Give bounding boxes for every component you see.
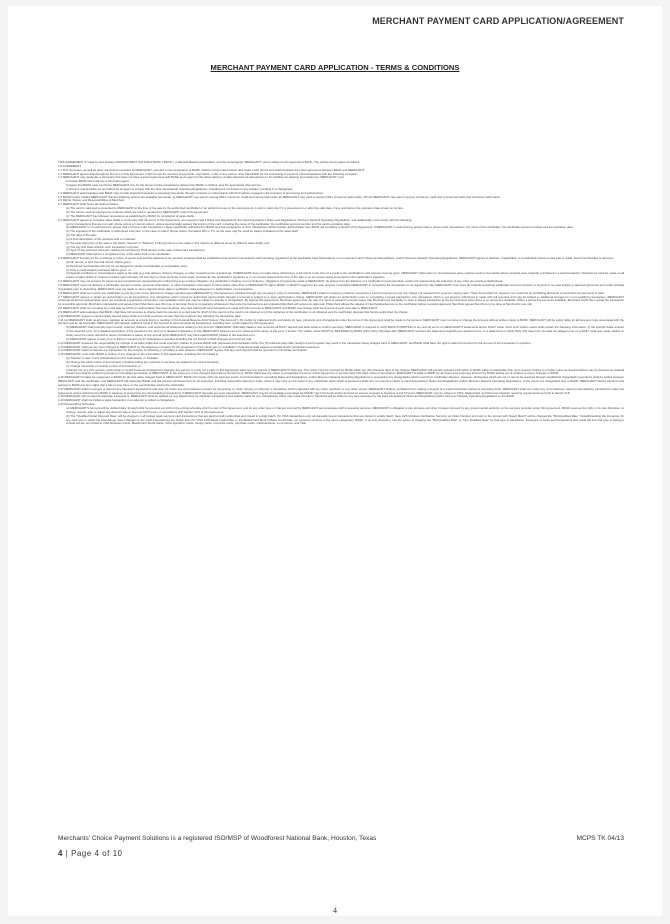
terms-paragraph: 2.4 MERCHANT may not process for payment any transaction(s) representing the refinancing of an existing obligation of a cardholder including, but not limited to, obligations (i) previously owed to MERCHANT, (ii) arising from the dishonor of a cardholder's personal check, and/or (iii) representing the collection of any other pre-existing indebtedness. (58, 279, 504, 284)
terms-paragraph: 2.1 MERCHANT shall honor all cards provided: (58, 202, 119, 207)
terms-paragraph: (a) Transfer or sale of any substantial part of its total assets, or liquidate; (66, 356, 159, 361)
terms-paragraph: 2.7 MERCHANT agrees to obtain an authorization on all transactions. Any transaction which cannot be authorized electronically through a terminal is subject to a voice authorization charge. MERCHANT will obtain an authorization prior to completing a keyed transaction. Any transaction which is not properly authorized is made with full recourse and may be subject to additional charges for a non-qualifying transaction. MERCHANT understands that an authorization does not constitute a guarantee of payment, only available credit and may be subject to dispute or chargeback. By signing this Agreement, Merchant agrees that the use of a "store & forward" terminal means that Merchant has the ability to store a swiped transaction at the terminal level when there is no phone line available. When a phone line becomes available, Merchant would then upload the transaction for a possible approval. Merchant understands and agrees that if Merchant uses this type of terminal, there is no guaranty whatsoever that once the transactions are uploaded Merchant will receive an approval. If Merchant allows the release of merchandise/service to the cardholder before receiving approval, Merchant agrees that this is to be done at Merchant's sole risk. (58, 294, 624, 307)
document-title: MERCHANT PAYMENT CARD APPLICATION - TERMS & CONDITIONS (210, 63, 460, 72)
terms-paragraph: THIS AGREEMENT is made by and between WOODFOREST NATIONAL BANK ("BANK"), a National Banking Association, and the undersigned "MERCHANT" and is subject to the approval of BANK. The parties hereto agree as follows: (58, 160, 360, 164)
terms-paragraph: b) Agree that BANK must reimburse MERCHANT only for the amount of the transactions delivered by BANK to its/their, less the appropriate discount fee. (66, 183, 262, 188)
terms-paragraph: (c) MERCHANT agrees to fees of up to $10 per occurrence for maintenance activities including but not limited to DDA changes and returned mail. (66, 336, 253, 341)
terms-paragraph: (b) Returned merchandise will only be exchanged for similar merchandise of comparable value; (66, 263, 188, 268)
terms-paragraph: 1.3 MERCHANT may designate a third party that does not have a direct agreement with BANK as its agent for the direct delivery of data captured via transactions to the facilities for clearing and settlement. MERCHANT must: (58, 175, 345, 180)
terms-paragraph: (e) A brief description of the products sold or rendered; (66, 236, 136, 241)
terms-paragraph: (g) The city and state wherein such transaction occurred; (66, 244, 139, 249)
page-word: Page (71, 849, 92, 858)
page-separator: | (65, 849, 69, 858)
terms-paragraph: 2.13 MERCHANT shall pay any fees charged to MERCHANT by the telephone company for the preparation of the site(s) prior to installation of electronic data capture terminals and/or peripheral equipment. (58, 344, 320, 349)
terms-paragraph: (d) Special conditions or circumstances apply to the sale (e.g. late delivery, delivery charges, or other noncash terms of financing). If MERCHANT does not make these disclosures, a full refund in the form of a credit to the cardholder's card account must be given. MERCHANT shall under no circumstances issue cash for returns of products where products were originally purchased in a card transaction. Disclosures must be made on all copies of sales drafts or invoices in letters approximately 1/4 inch high in close proximity to the space provided for the cardholder's signature or on an invoice issued at the time of the sale or on an invoice being presented for the cardholder's signature. (66, 271, 624, 280)
terms-paragraph: 2.14 MERCHANT shall not deposit any transaction for the purpose of obtaining or providing a cash advance. MERCHANT agrees that any such deposit shall be grounds for immediate termination. (58, 348, 308, 353)
terms-paragraph: (b) The card is used as payment for products which are sold or rendered by MERCHANT under this Agreement. (66, 209, 209, 214)
terms-paragraph: 2.8 MERCHANT shall not complete any card sale for which an authorization has been declined. Any card sale/credit card transaction is made with full recourse to MERCHANT, and BANK may charge back the amount of such card sale to MERCHANT. (58, 306, 378, 311)
terms-paragraph: (i) MERCHANT shall deliver a completed copy of the sales draft to the cardholder. (66, 252, 171, 257)
terms-paragraph: 2.6 MERCHANT shall not require any cardholder to pay any part of any discount or charge imposed upon MERCHANT by this Agreement, whether through any increase in price or otherwise. MERCHANT shall not require a customer presenting a card for payment to pay any charge not required from a person paying cash. These items shall not, however, be construed as prohibiting discounts to customers for payments in cash. (58, 290, 605, 295)
terms-paragraph: (c) The MERCHANT has followed procedures as established by BANK for completion of sales drafts. (66, 213, 195, 218)
terms-paragraph: (c) The signature of the cardholder or authorized card user. In the case of mail or phone orders, the letters MO or TO, as the case may be, shall be clearly indicated on the sales draft; (66, 229, 299, 234)
terms-paragraph: (b) MERCHANT is not authorized to accept mail or phone order transactions unless specifically authorized by BANK and that acceptance of such transactions without written authorization from BANK will constitute a breach of the Agreement. If MERCHANT is authorized to accept mail or phone order transactions, the name of the cardholder, the cardholder account number and the expiration date; (66, 225, 574, 230)
terms-paragraph: 2.11 (a) MERCHANT shall, at all times, maintain an account at a bank that is a member of the Federal Reserve ACH System ("the Account"). All credits for collected funds and debits for fees, payments and chargebacks under the terms of this Agreement shall be made to the Account. MERCHANT may not close or change the Account without written notice to BANK. MERCHANT will be solely liable for all fees and costs associated with the Account and for all overdrafts. MERCHANT will maintain sufficient funds in the Account to accommodate all transactions, including fees, contemplated by this Agreement. (58, 317, 624, 326)
printed-page-number: 4 (333, 906, 337, 915)
document-page (8, 6, 662, 916)
terms-paragraph: c) Assume responsibility for any failure by its agent to comply with the Visa International Operating Regulations, including but not limited to any violation resulting in a chargeback. (66, 186, 294, 191)
terms-paragraph: 2.16 MERCHANT is liable for repayment to BANK for all card sales charged back to MERCHANT. BANK will comply with non payment card's, Card Associations' prevailing Rules and Regulations, and/or Discover Network Operating Regulations in processing any chargebacks which result from cardholder disputes. However, all disputes which are not or cannot be resolved through established chargeback procedures shall be settled between MERCHANT and the cardholder, and MERCHANT will indemnify BANK and will provide reimbursement for all expenses, including reasonable attorney's costs, which it may incur as the result of any cardholder claim which is pursued outside the non payment card's or Card Associations' Rules and Regulations and/or Discover Network Operating Regulations. In the event of a chargeback loss to BANK, MERCHANT hereby transfers and assigns to BANK any item rights that it has or may have on the merchandise sold to the cardholder. (58, 375, 624, 387)
terms-paragraph: (a) The card is valid and is presented to MERCHANT at the time of the sale by the authorized cardholder or an authorized user of the card account. A card is valid only if it is presented on or after the valid date, if any, and before the expiration date shown on its face. (66, 206, 404, 211)
terms-paragraph: 2.19 MERCHANT shall not initiate a sales transaction in an attempt to collect a chargeback. (58, 398, 176, 403)
terms-paragraph: (f) The total cash price of the sale or the words "deposit" or "balance" if full payment is to be made in this manner at different times on different sales drafts; and (66, 240, 270, 245)
page-footer (58, 835, 624, 842)
terms-paragraph: 2.2 MERCHANT agrees to complete sales drafts in conformity with the terms of this Agreement, non payment card's Rules and Regulations, the Card Association's Rules and Regulations, Discover Network Operating Regulations, and additionally must comply with the following: (58, 217, 413, 222)
terms-paragraph: 1.2 MERCHANT agrees that throughout the term of this Agreement, it will not use the services of any bank, corporation, entity or any person other than BANK for the processing of payment card transactions with the following exception: (58, 171, 358, 176)
terms-paragraph: (h) Type of fuel sold and odometer reading (if permitted by POS device) in the case of fleet card transactions; (66, 248, 206, 253)
terms-paragraph: 2.20 Discount/Fee Schedule: (58, 402, 96, 407)
terms-paragraph: (c) Only a credit toward purchases will be given; or (66, 267, 131, 272)
terms-paragraph: 1.5 BANK hereby notifies MERCHANT that the following options are available hereunder: (i) MERCHANT may elect to accept ONLY consumer credit and commercial cards; (ii) MERCHANT may elect to accept ONLY consumer debit cards; OR (iii) MERCHANT may elect to accept consumer credit and commercial cards and consumer debit cards. (58, 194, 501, 199)
terms-paragraph: 2.10 MERCHANT agrees to electronically deposit sales drafts and credit vouchers no later than the business day following the transaction date. (58, 313, 242, 318)
page-current: 4 (58, 849, 63, 858)
terms-paragraph: (b) The "Qualified Retail Discount Rate" will be charged on all swiped retail payment card transactions that are electronically authorized and closed in a daily batch. On VISA transactions only, all manually keyed transactions that are closed in a daily batch, have AVS (Address Verification Service), an Order Number and reply to the prompt with "Exact Match" will be charged the "Mid-Qualified Rate." Notwithstanding the foregoing, for any card type in which the interchange rates (charged by the Card Associations) are higher than the VISA CPS Retail Credit Rate, or the MasterCard Merit III Base Credit Rate, (or renamed versions of the same categories), BANK, in its sole discretion, has the option of charging the "Mid-Qualified Rate" or "Non-Qualified Rate" for that type of transaction. Examples of cards and transactions that would fall into that type of category include but are not limited to VISA Rewards Cards, MasterCard World Cards, VISA Signature Cards, foreign cards, corporate cards, purchase cards, mail/telephone, e-commerce, and T&E. (66, 413, 624, 426)
page-total: 10 (112, 849, 123, 858)
footer-form-code: MCPS TK 04/13 (576, 835, 624, 842)
terms-paragraph: 1.4 MERCHANT acknowledges that BANK may provide financial transaction processing hereunder through contracts or subcontracts with third parties engaged in the business of processing and authorization. (58, 190, 324, 195)
terms-paragraph: (b) Change the basic nature of its business, including selling any products or services not related to its current business; (66, 359, 220, 364)
page-current-repeat: 4 (94, 849, 100, 858)
terms-paragraph: (d) The date of the sale; (66, 233, 97, 238)
terms-paragraph: 2.12 MERCHANT assumes the responsibility for storage of all sales drafts and credit vouchers. Failure to provide BANK with requested documentation within five (5) business days after receipt of such request may result in the transaction being charged back to MERCHANT, and BANK shall have the right to debit the Account for full amount of the transaction in question. (58, 340, 532, 345)
terms-paragraph: 1.1 This document, as well as other documents executed by MERCHANT, pursuant to the acceptance of BANK, shall be incorporated herein and made a part hereof and shall constitute the entire agreement between BANK and MERCHANT. (58, 167, 365, 172)
terms-paragraph: 2.15 MERCHANT must notify BANK in writing of any changes to the information in this Application, including but not limited to: (58, 352, 219, 357)
terms-paragraph: 2.18 MERCHANT will not deposit duplicate transactions. MERCHANT shall be debited for any adjustments for duplicate transactions and shall be liable for any chargebacks which may result therefrom. Merchant will be liable for any fees assessed by the Card Associations' Rules and Regulations and/or Discover Network Operating Regulations to the BANK. (58, 394, 516, 399)
terms-paragraph: a) Advise BANK that it will use a third party agent. (66, 179, 130, 184)
page-of: of (102, 849, 110, 858)
terms-paragraph: (a) No refund, or less than full refund, will be given; (66, 259, 132, 264)
terms-paragraph: 2.9 MERCHANT acknowledges that BANK shall have full recourse to charge back the amount of a card sale for which (i) the imprint of the card is not obtained or (ii) the signature of the cardholder is not obtained and the cardholder disputes that he/she authorized the charge. (58, 309, 409, 314)
terms-paragraph: 2.17 MERCHANT shall not accept or deposit any fraudulent transactions and may not under any circumstances present for processing or credit, directly or indirectly, a transaction which originated with any other merchant or any other source. MERCHANT shall be prohibited from making a deposit of a credit transaction without a preceding debit. MERCHANT shall not, under any circumstances, deposit telemarketing transactions under this Agreement unless authorized by BANK in advance of processing any telemarketing transactions. If MERCHANT deposits any such transaction, MERCHANT may be immediately terminated and BANK may hold funds and/or demand an escrow pursuant to Sections 4 and 5 hereof. MERCHANT may be subject to VISA, MasterCard, and Discover Network reporting requirements set forth in Section 8.8. (58, 386, 624, 395)
terms-paragraph: 2.5 MERCHANT must not disclose a cardholder account number, personal information, or other transaction information to third parties other than to MERCHANT'S agent, BANK, or BANK'S agent for the sole purpose of assisting MERCHANT in completing the transaction or as required by law. MERCHANT must store all material containing cardholder account numbers or imprints in an area limited to selected personnel and render all data unreadable prior to discarding. MERCHANT must not retain or store magnetic stripe data or verification data subsequent to authorization of a transaction. (58, 283, 624, 291)
running-header: MERCHANT PAYMENT CARD APPLICATION/AGREEMENT (372, 16, 624, 26)
terms-paragraph: (a) For transactions that are not mail, phone orders or Internet orders, unless electronically swiped, the imprint of the card, including the name of the cardholder, the cardholder account number and the card's expiration date; (66, 221, 351, 226)
terms-paragraph: (d) Enter into any joint venture, partnership or similar business arrangement whereby any person or entity not a party to this Agreement assumes any interest in MERCHANT'S business. The notice must be received by BANK within ten (10) business days of the change. MERCHANT will provide updated information to BANK within a reasonable time upon request. Failure to provide notice as required above may be deemed as material breach and shall be sufficient grounds for immediate termination of MERCHANT. In the event any of the changes listed above should occur, BANK shall have the option to renegotiate the terms of this Agreement or provide thirty (30) days notice of termination. MERCHANT is liable to BANK for all losses and expenses incurred by BANK arising out of a failure to report changes to BANK. (66, 367, 624, 376)
terms-paragraph: 2.3 MERCHANT'S policy for the exchange or return of goods sold and the adjustment for services rendered shall be established and posted in accordance with operating regulations of the applicable Card Associations' or non payment card's Rules and Regulations, and/or Discover Network Operating Regulations. MERCHANT agrees to disclose, if applicable, to a cardholder before a card sale is made, that if merchandise is returned: (58, 256, 614, 261)
terms-paragraph: 1.0 AGREEMENT: (58, 163, 82, 168)
page-indicator (58, 849, 123, 858)
terms-paragraph: 2.0 Rights, Duties, and Responsibilities of Merchant: (58, 198, 125, 203)
terms-paragraph: (b) MERCHANT shall promptly upon receipt, examine, balance, and reconcile all statements relating to the Account. MERCHANT shall daily balance and reconcile all DAILY deposit and debit totals to confirm accuracy. MERCHANT is required to notify BANK IN WRITING of any and all errors on MERCHANT'S statements and/or DAILY totals. Such such written notice shall contain the following information: (i) the specific dollar amount of the asserted error, (ii) a detailed description of the asserted error, and (iv) a detailed explanation of why MERCHANT believes an error exists and the cause of the error, if known. The written notice MUST be RECEIVED by BANK within thirty (30) days after MERCHANT receives the statement (regarding an asserted error on a statement) or within thirty (30) days from the date the alleged error on a DAILY total was made. Failure to timely send the notice referred to herein constitutes a waiver of any and all rights MERCHANT may have against BANK related to the asserted error. (66, 325, 624, 337)
terms-paragraph: (a) MERCHANT'S Account will be debited daily, through ACH for amounts set forth in the pricing schedule which is part of this Agreement, and for any other fees or charges incurred by MERCHANT and associated with processing services. MERCHANT is obligated to pay all taxes and other charges imposed by any governmental authority on the services provided under this Agreement. BANK reserves the right, in its sole discretion, to change, amend, add, or adjust any discount rate or fees set forth herein, in accordance with Section 10.6 of this Agreement. (66, 406, 624, 414)
terms-body (58, 161, 624, 426)
footer-iso-notice: Merchants' Choice Payment Solutions is a registered ISO/MSP of Woodforest National Bank, Houston, Texas (58, 835, 377, 842)
terms-paragraph: (c) Change ownership or transfer control of its business; or (66, 363, 142, 368)
